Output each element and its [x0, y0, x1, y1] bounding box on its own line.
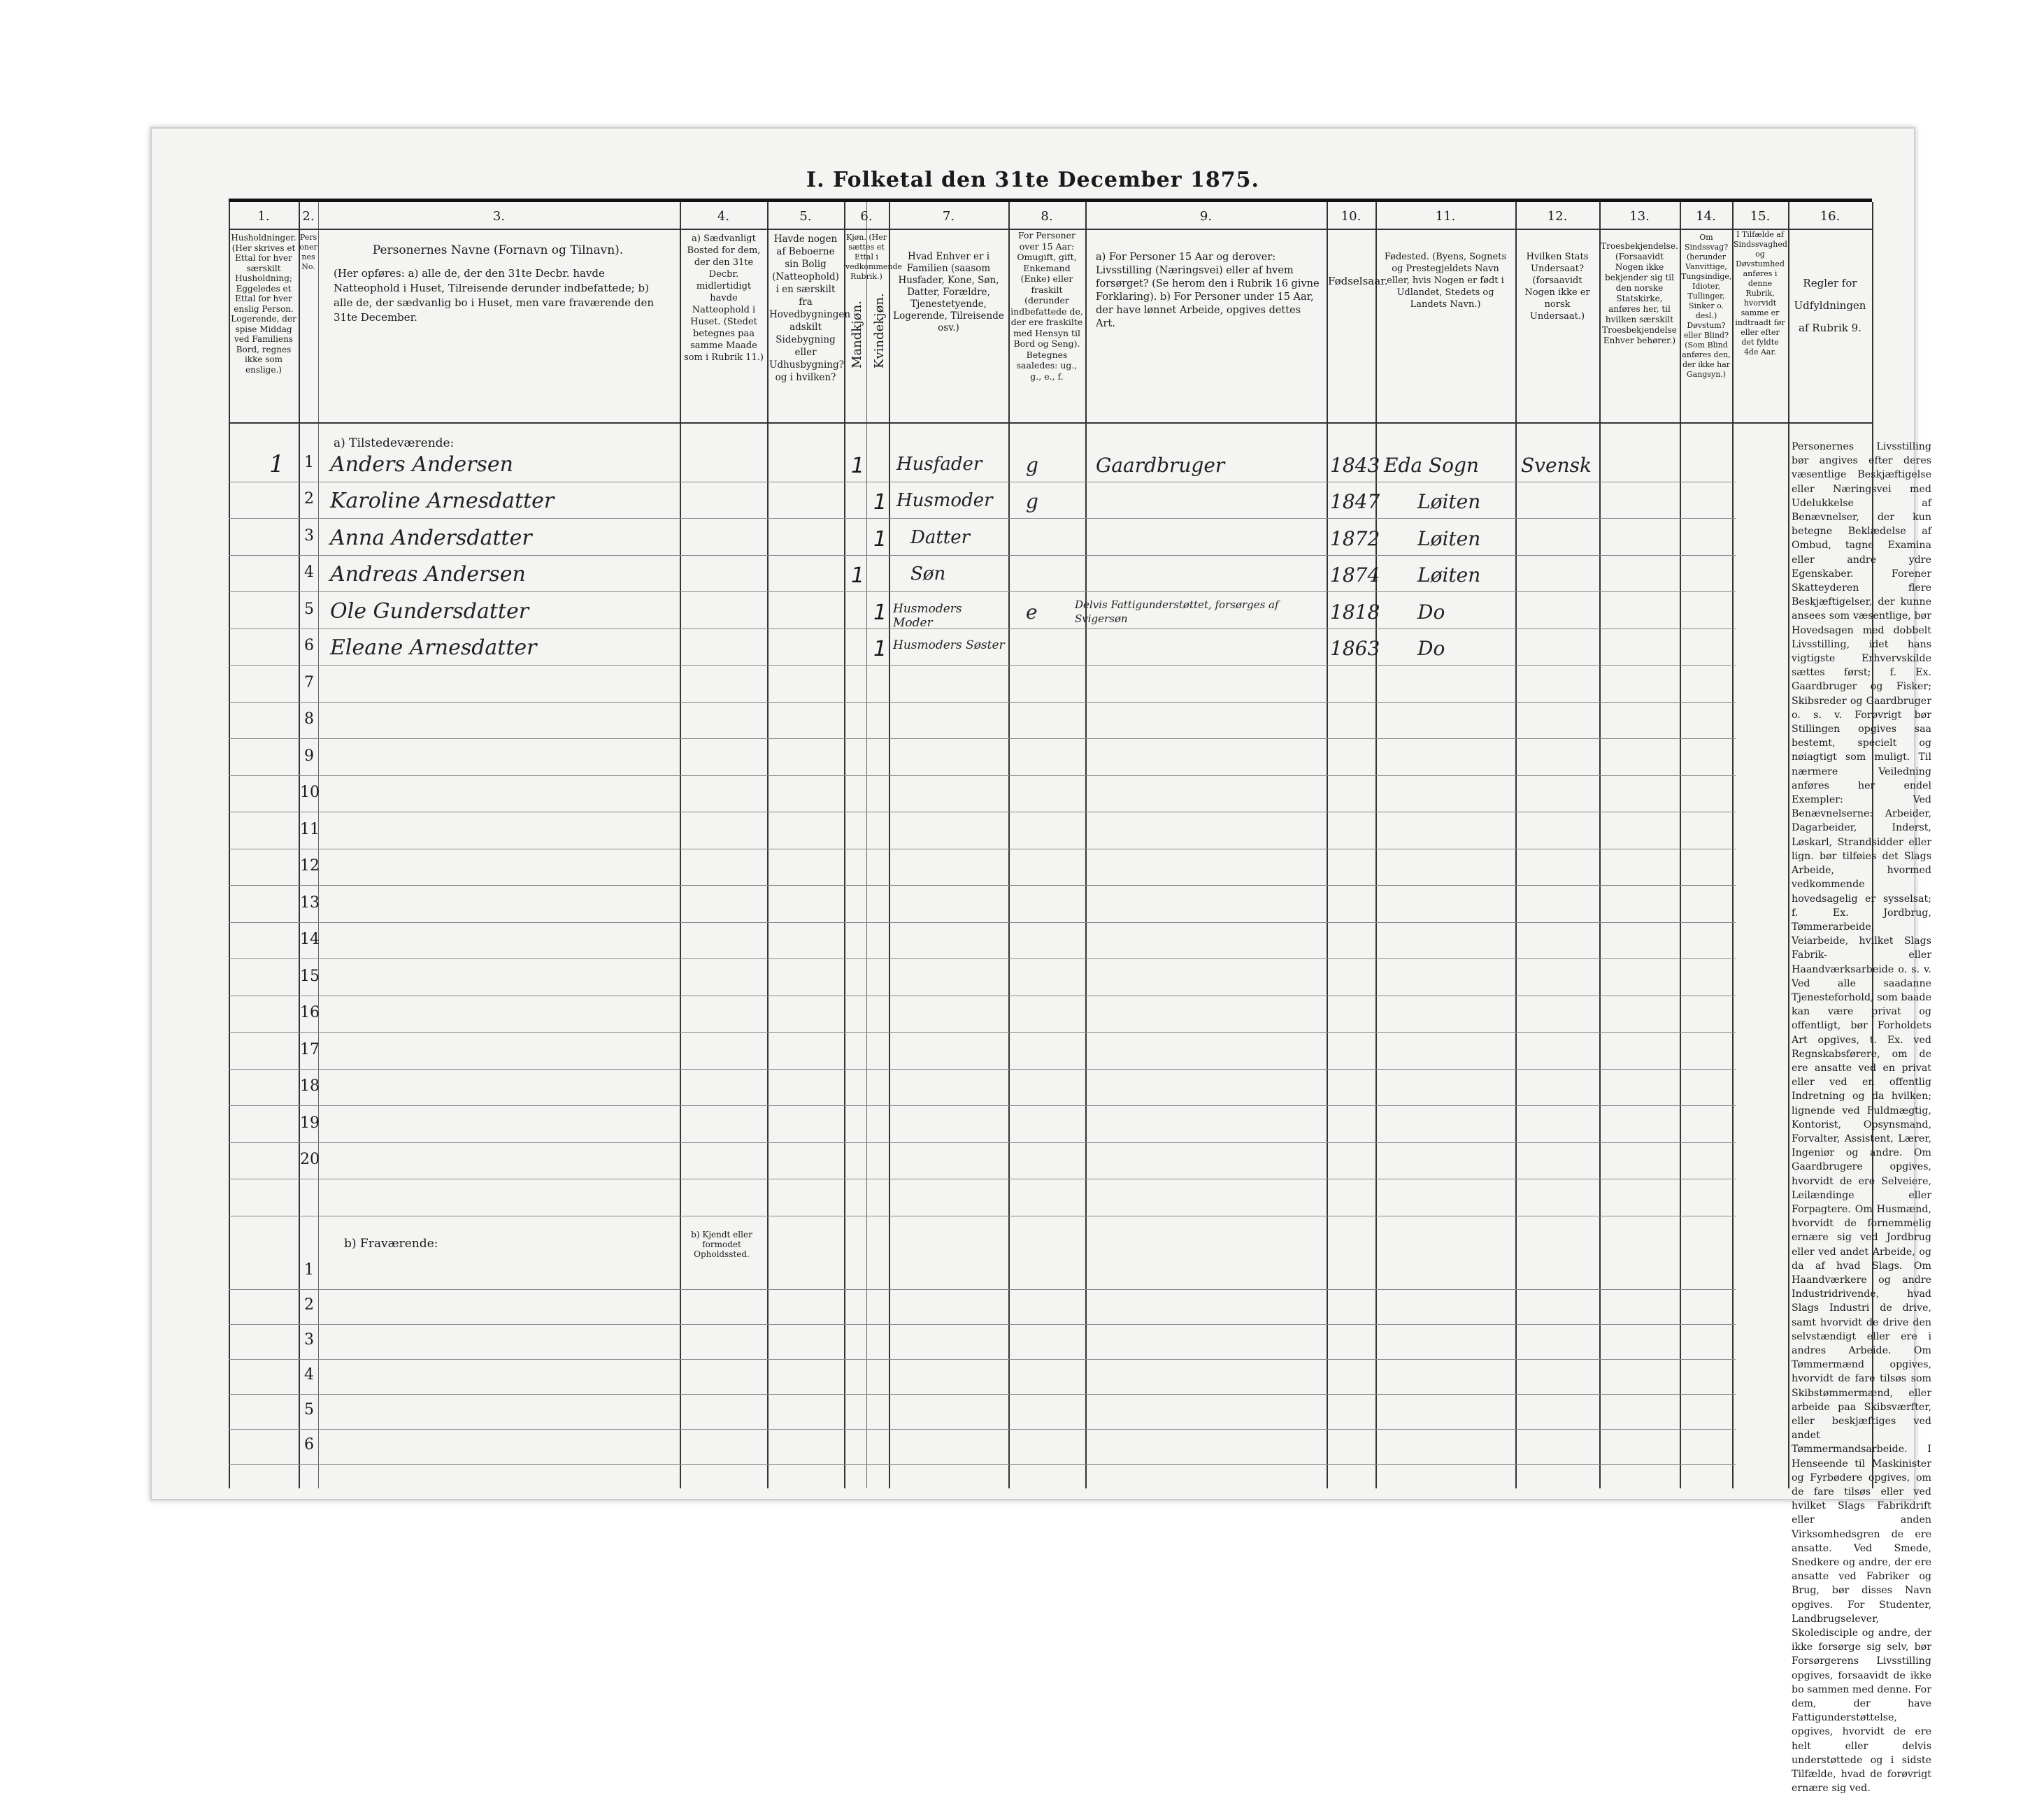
header-birthplace: Fødested. (Byens, Sognets og Prestegjeldets Navn eller, hvis Nogen er født i Udlandet, Stedets og Landets Navn.)	[1384, 252, 1507, 310]
header-birth-year: Fødselsaar.	[1328, 275, 1388, 287]
col-number-15: 15.	[1750, 209, 1771, 224]
section-present: a) Tilstedeværende:	[334, 436, 455, 450]
person-name: Ole Gundersdatter	[330, 599, 529, 624]
col-number-5: 5.	[799, 209, 812, 224]
birth-year: 1874	[1330, 563, 1380, 587]
col-number-3: 3.	[492, 209, 506, 224]
occupation: Delvis Fattigunderstøttet, forsørges af Svigersøn	[1075, 598, 1279, 625]
page-title: I. Folketal den 31te December 1875.	[806, 168, 1259, 192]
row-number: 15	[300, 968, 320, 985]
col-number-6: 6.	[860, 209, 873, 224]
col-number-2: 2.	[302, 209, 315, 224]
occupation: Gaardbruger	[1096, 454, 1225, 477]
birthplace: Løiten	[1417, 490, 1481, 513]
person-name: Anders Andersen	[330, 452, 513, 477]
person-name: Karoline Arnesdatter	[330, 489, 555, 513]
col-number-4: 4.	[717, 209, 730, 224]
section-absent-location: b) Kjendt eller formodet Opholdssted.	[691, 1230, 752, 1259]
sex-mark: 1	[873, 490, 887, 515]
row-number: 16	[300, 1004, 320, 1021]
row-number: 19	[300, 1114, 320, 1132]
birthplace: Do	[1417, 601, 1445, 624]
row-number: 9	[304, 747, 314, 765]
row-number-absent: 3	[304, 1331, 314, 1349]
family-role: Datter	[910, 527, 971, 548]
nationality: Svensk	[1521, 454, 1592, 477]
row-number: 20	[300, 1151, 320, 1168]
row-number: 10	[300, 784, 320, 801]
household-mark: 1	[269, 450, 285, 478]
row-number-absent: 2	[304, 1296, 314, 1314]
birthplace: Løiten	[1417, 527, 1481, 550]
row-number: 3	[304, 527, 314, 545]
row-number: 18	[300, 1077, 320, 1095]
family-role: Husmoder	[896, 490, 993, 511]
birth-year: 1863	[1330, 637, 1380, 660]
family-role: Søn	[910, 563, 946, 584]
row-number: 7	[304, 674, 314, 691]
row-number: 17	[300, 1041, 320, 1058]
census-sheet	[150, 127, 1931, 1795]
header-marital-status: For Personer over 15 Aar: Omugift, gift, Enkemand (Enke) eller fraskilt (derunder indbefattede de, der ere fraskilte med Hensyn til Bord og Seng). Betegnes saaledes: ug., g., e., f.	[1010, 230, 1083, 382]
row-number-absent: 5	[304, 1401, 314, 1418]
birth-year: 1818	[1330, 601, 1380, 624]
sex-mark: 1	[873, 637, 887, 661]
row-number-absent: 4	[304, 1366, 314, 1384]
marital-status: g	[1026, 454, 1038, 477]
col-number-1: 1.	[257, 209, 270, 224]
person-name: Anna Andersdatter	[330, 526, 532, 550]
header-occupation: a) For Personer 15 Aar og derover: Livsstilling (Næringsvei) eller af hvem forsørget? (Se herom den i Rubrik 16 givne Forklaring). b) For Personer under 15 Aar, der have lønnet Arbeide, opgives dettes Art.	[1096, 252, 1320, 329]
birthplace: Løiten	[1417, 563, 1481, 587]
birth-year: 1847	[1330, 490, 1380, 513]
header-person-no: Personernes No.	[299, 233, 317, 271]
row-number-absent: 1	[304, 1261, 314, 1279]
row-number: 8	[304, 710, 314, 728]
birthplace: Do	[1417, 637, 1445, 660]
header-usual-residence: a) Sædvanligt Bosted for dem, der den 31te Decbr. midlertidigt havde Natteophold i Huset. (Stedet betegnes paa samme Maade som i Rubrik 11.)	[684, 234, 764, 363]
col-number-14: 14.	[1696, 209, 1716, 224]
col-number-13: 13.	[1629, 209, 1650, 224]
header-female: Kvindekjøn.	[872, 293, 887, 368]
row-number: 11	[300, 821, 320, 838]
sex-mark: 1	[873, 527, 887, 552]
row-number: 4	[304, 563, 314, 581]
col-number-9: 9.	[1199, 209, 1213, 224]
header-male: Mandkjøn.	[850, 301, 864, 368]
row-number: 6	[304, 637, 314, 654]
birthplace: Eda Sogn	[1384, 454, 1479, 477]
header-rules: Regler for Udfyldningen af Rubrik 9.	[1794, 277, 1866, 334]
rubric-9-instructions: Personernes Livsstilling bør angives efter deres væsentlige Beskjæftigelse eller Næringsvei med Udelukkelse af Benævnelser, der kun betegne Beklædelse af Ombud, tagne Examina eller andre ydre Egenskaber. Forener Skatteyderen flere Beskjæftigelser, der kunne ansees som væsentlige, bør Hovedsagen med dobbelt Livsstilling, idet hans vigtigste Erhvervskilde sættes først; f. Ex. Gaardbruger og Fisker; Skibsreder og Gaardbruger o. s. v. Forøvrigt bør Stillingen opgives saa bestemt, specielt og nøiagtigt som muligt. Til nærmere Veiledning anføres her endel Exempler: Ved Benævnelserne: Arbeider, Dagarbeider, Inderst, Løskarl, Strandsidder eller lign. bør tilføies det Slags Arbeide, hvormed vedkommende hovedsagelig er sysselsat; f. Ex. Jordbrug, Tømmerarbeide, Veiarbeide, hvilket Slags Fabrik- eller Haandværksarbeide o. s. v. Ved alle saadanne Tjenesteforhold, som baade kan være privat og offentligt, bør Forholdets Art opgives, t. Ex. ved Regnskabsførere, om de ere ansatte ved en privat eller ved en offentlig Indretning og da hvilken; lignende ved Fuldmægtig, Kontorist, Opsynsmand, Forvalter, Assistent, Lærer, Ingeniør og andre. Om Gaardbrugere opgives, hvorvidt de ere Selveiere, Leilændinge eller Forpagtere. Om Husmænd, hvorvidt de fornemmelig ernære sig ved Jordbrug eller ved andet Arbeide, og da af hvad Slags. Om Haandværkere og andre Industridrivende, hvad Slags Industri de drive, samt hvorvidt de drive den selvstændigt eller ere i andres Arbeide. Om Tømmermænd opgives, hvorvidt de fare tilsøs som Skibstømmermænd, eller arbeide paa Skibsværfter, eller beskjæftiges ved andet Tømmermandsarbeide. I Henseende til Maskinister og Fyrbødere opgives, om de fare tilsøs eller ved hvilket Slags Fabrikdrift eller anden Virksomhedsgren de ere ansatte. Ved Smede, Snedkere og andre, der ere ansatte ved Fabriker og Brug, bør disses Navn opgives. For Studenter, Landbrugselever, Skoledisciple og andre, der ikke forsørge sig selv, bør Forsørgerens Livsstilling opgives, forsaavidt de ikke bo sammen med denne. For dem, der have Fattigunderstøttelse, opgives, hvorvidt de ere helt eller delvis understøttede og i sidste Tilfælde, hvad de forøvrigt ernære sig ved.	[1792, 441, 1931, 1795]
person-name: Andreas Andersen	[330, 562, 526, 587]
sex-mark: 1	[873, 601, 887, 625]
header-names-title: Personernes Navne (Fornavn og Tilnavn).	[372, 243, 624, 257]
col-number-7: 7.	[942, 209, 955, 224]
col-number-12: 12.	[1547, 209, 1568, 224]
section-absent: b) Fraværende:	[344, 1237, 438, 1251]
census-table	[229, 199, 1931, 1795]
header-names-sub: (Her opføres: a) alle de, der den 31te Decbr. havde Natteophold i Huset, Tilreisende derunder indbefattede; b) alle de, der sædvanlig bo i Huset, men vare fraværende den 31te December.	[334, 267, 654, 324]
row-number: 5	[304, 601, 314, 618]
col-number-10: 10.	[1341, 209, 1362, 224]
header-religion: Troesbekjendelse. (Forsaavidt Nogen ikke bekjender sig til den norske Statskirke, anføres her, til hvilken særskilt Troesbekjendelse Enhver behører.)	[1601, 241, 1678, 345]
row-number: 14	[300, 931, 320, 948]
header-side-building: Havde nogen af Beboerne sin Bolig (Natteophold) i en særskilt fra Hovedbygningen adskilt Sidebygning eller Udhusbygning? og i hvilken?	[769, 234, 851, 383]
marital-status: e	[1026, 601, 1038, 624]
birth-year: 1872	[1330, 527, 1380, 550]
birth-year: 1843	[1330, 454, 1380, 477]
row-number: 12	[300, 857, 320, 875]
col-number-11: 11.	[1435, 209, 1456, 224]
sex-mark: 1	[851, 454, 865, 478]
row-number: 1	[304, 454, 314, 471]
family-role: Husmoders Søster	[893, 638, 1005, 652]
family-role: Husmoders Moder	[893, 602, 962, 630]
header-sex: Kjøn. (Her sættes et Ettal i vedkommende Rubrik.)	[845, 233, 903, 281]
header-nationality: Hvilken Stats Undersaat? (forsaavidt Nogen ikke er norsk Undersaat.)	[1524, 252, 1590, 322]
sex-mark: 1	[851, 563, 865, 588]
col-number-8: 8.	[1041, 209, 1053, 224]
row-number: 2	[304, 490, 314, 508]
header-onset: I Tilfælde af Sindssvaghed og Døvstumhed anføres i denne Rubrik, hvorvidt samme er indtraadt før eller efter det fyldte 4de Aar.	[1734, 230, 1787, 357]
col-number-16: 16.	[1820, 209, 1841, 224]
header-disability: Om Sindssvag? (herunder Vanvittige, Tungsindige, Idioter, Tullinger, Sinker o. desl.) Døvstum? eller Blind? (Som Blind anføres den, der ikke har Gangsyn.)	[1681, 233, 1732, 379]
family-role: Husfader	[896, 454, 982, 475]
row-number: 13	[300, 894, 320, 912]
person-name: Eleane Arnesdatter	[330, 635, 537, 660]
row-number-absent: 6	[304, 1436, 314, 1453]
header-family-role: Hvad Enhver er i Familien (saasom Husfader, Kone, Søn, Datter, Forældre, Tjenestetyende, Logerende, Tilreisende osv.)	[893, 251, 1004, 333]
marital-status: g	[1026, 490, 1038, 513]
header-households: Husholdninger. (Her skrives et Ettal for hver særskilt Husholdning; Eggeledes et Ettal for hver enslig Person. Logerende, der spise Middag ved Familiens Bord, regnes ikke som enslige.)	[231, 233, 296, 375]
